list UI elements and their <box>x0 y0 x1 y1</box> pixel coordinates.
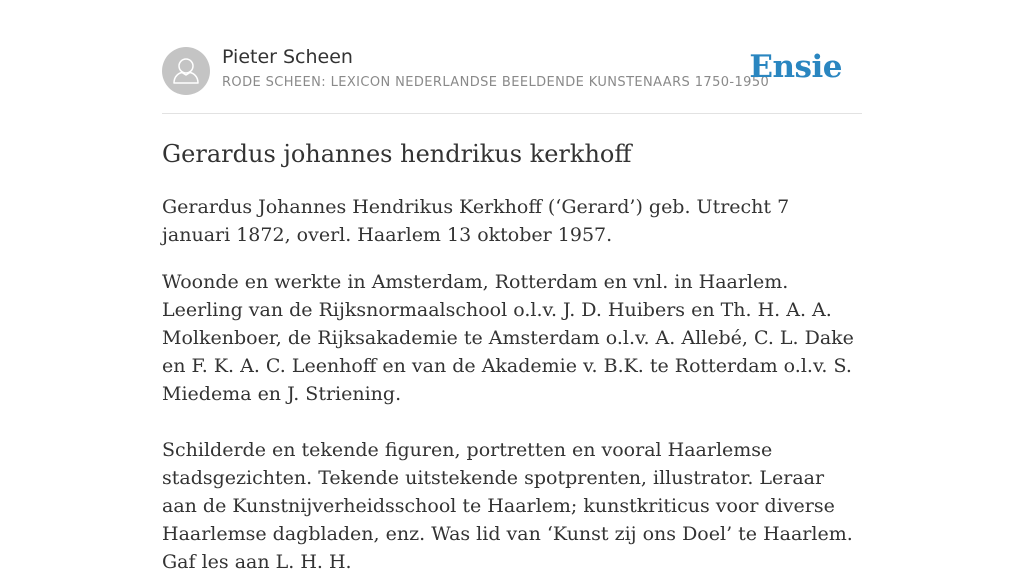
brand-logo[interactable]: Ensie <box>749 49 842 85</box>
page-title: Gerardus johannes hendrikus kerkhoff <box>162 140 632 168</box>
paragraph-work: Schilderde en tekende figuren, portretten en vooral Haarlemse stadsgezichten. Tekende uitstekende spotprenten, illustrator. Leraar aan de Kunstnijverheidsschool te Haarlem; kunstkriticus voor diverse Haarlemse dagbladen, enz. Was lid van ‘Kunst zij ons Doel’ te Haarlem. Gaf les aan L. H. H. <box>162 439 853 573</box>
paragraph-biography: Gerardus Johannes Hendrikus Kerkhoff (‘Gerard’) geb. Utrecht 7 januari 1872, overl. Haarlem 13 oktober 1957. <box>162 196 790 246</box>
author-name[interactable]: Pieter Scheen <box>222 46 353 68</box>
article-page <box>162 0 862 576</box>
article-header <box>162 0 862 114</box>
source-lexicon[interactable]: RODE SCHEEN: LEXICON NEDERLANDSE BEELDENDE KUNSTENAARS 1750-1950 <box>222 75 770 90</box>
author-avatar[interactable] <box>162 47 210 95</box>
user-icon <box>162 47 210 95</box>
paragraph-education: Woonde en werkte in Amsterdam, Rotterdam en vnl. in Haarlem. Leerling van de Rijksnormaalschool o.l.v. J. D. Huibers en Th. H. A. A. Molkenboer, de Rijksakademie te Amsterdam o.l.v. A. Allebé, C. L. Dake en F. K. A. C. Leenhoff en van de Akademie v. B.K. te Rotterdam o.l.v. S. Miedema en J. Striening. <box>162 271 854 405</box>
